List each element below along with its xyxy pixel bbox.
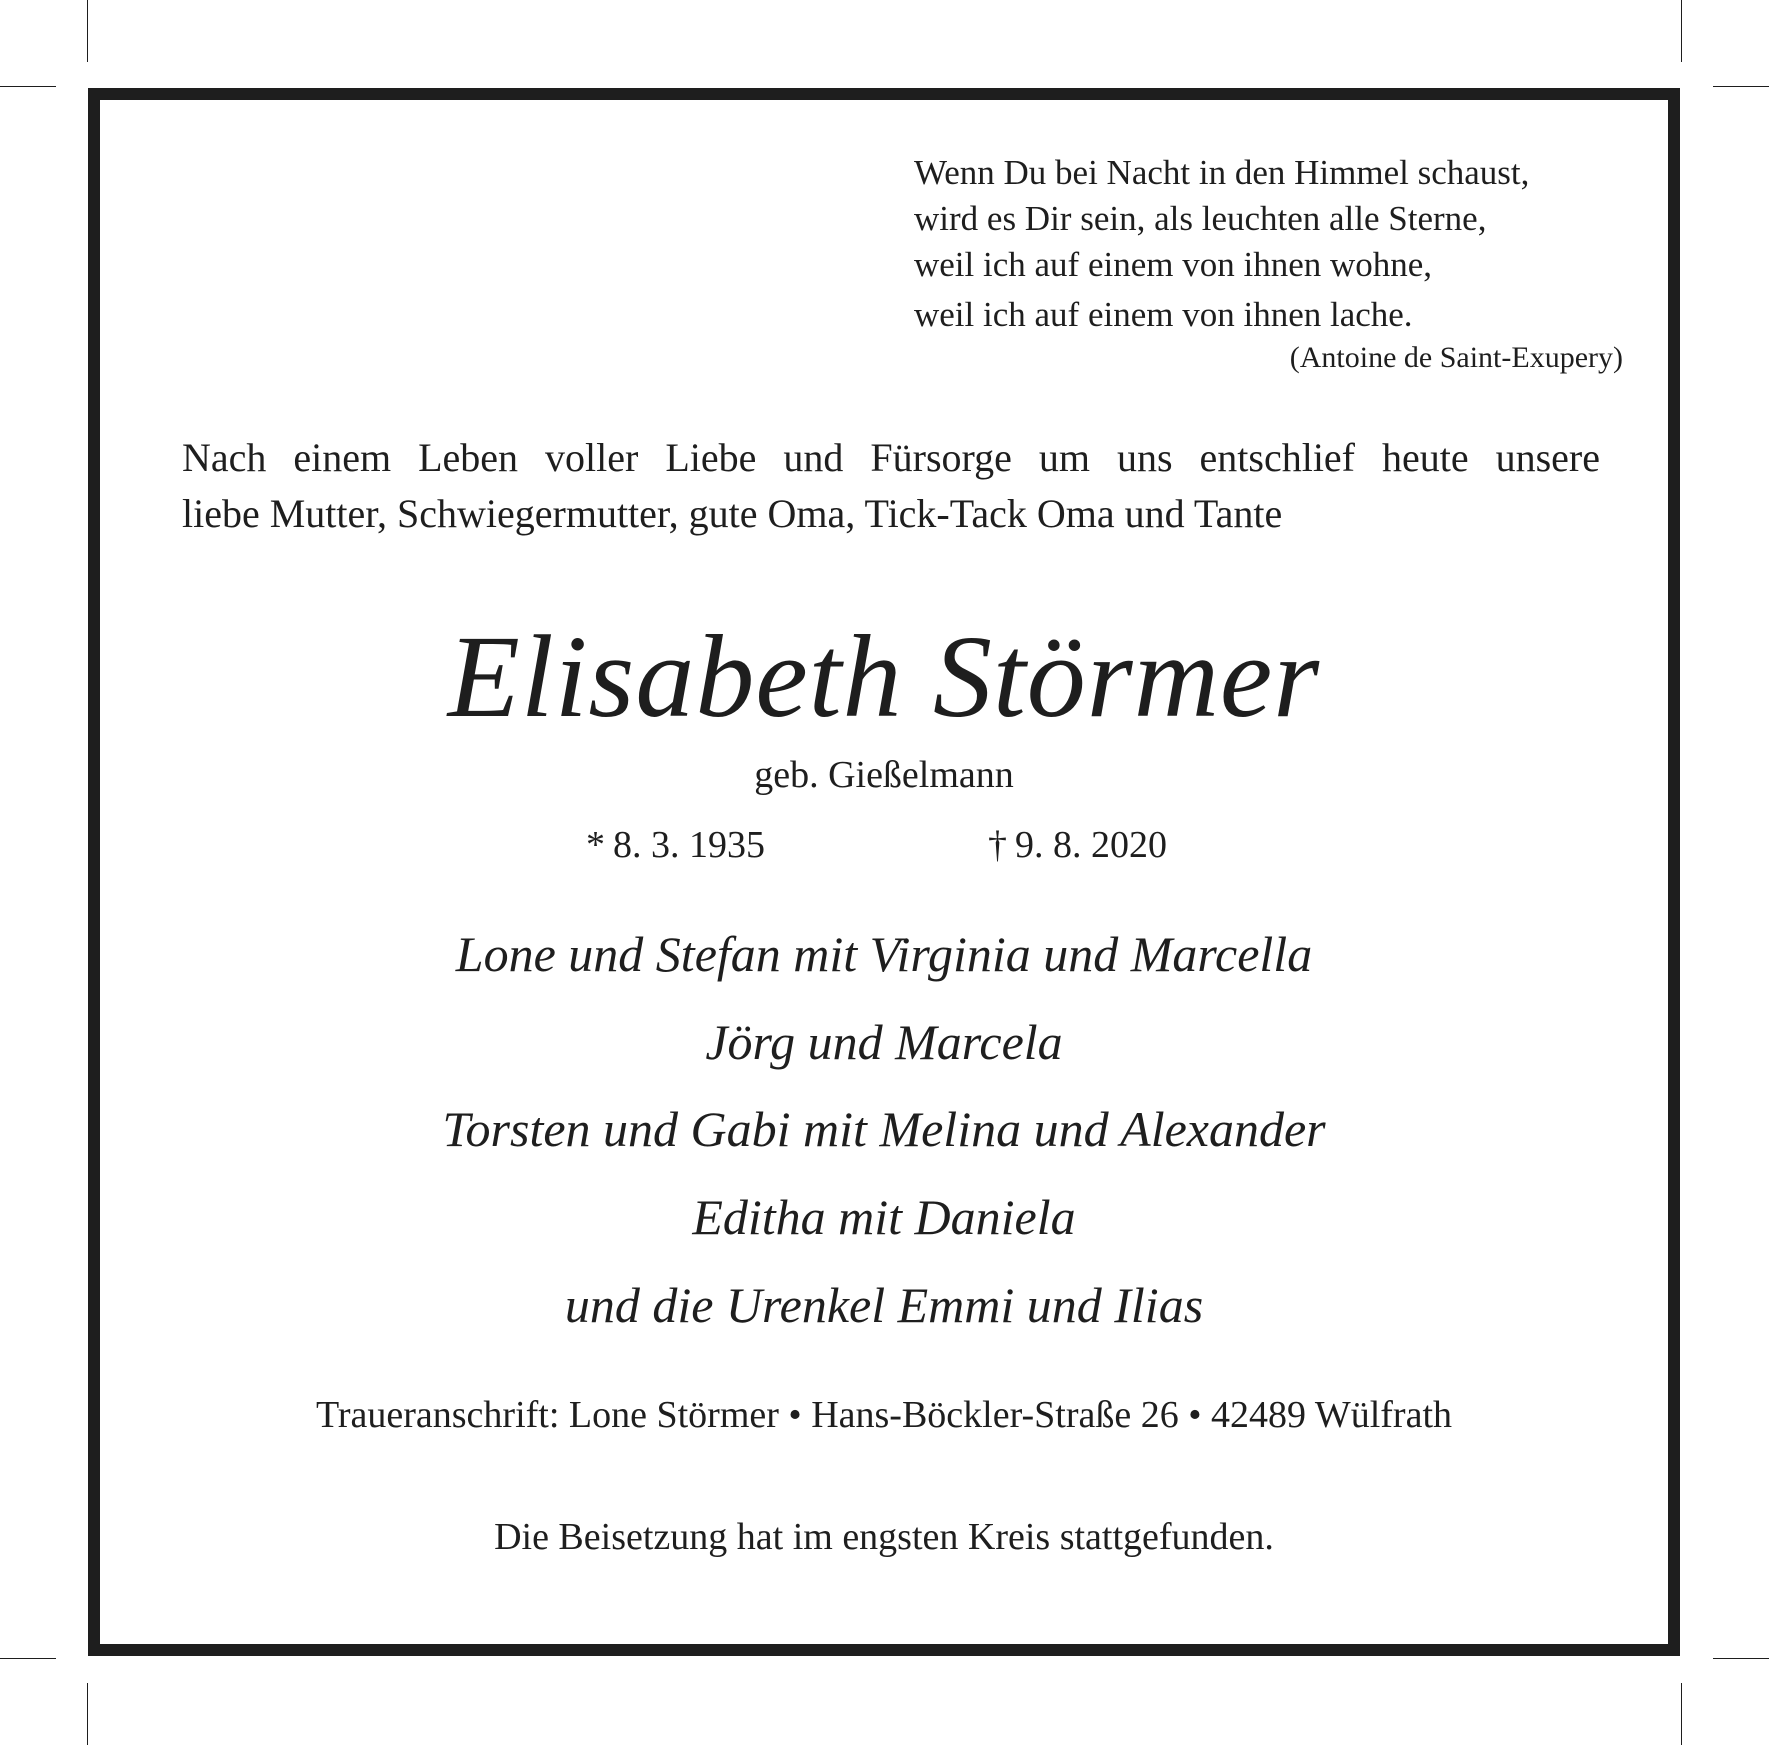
birth-date-value: 8. 3. 1935 [613,824,765,866]
burial-note: Die Beisetzung hat im engsten Kreis stattgefunden. [494,1516,1274,1558]
birth-name: geb. Gießelmann [754,754,1014,796]
birth-date [586,820,765,870]
crop-mark-bottom-left-horizontal [0,1658,56,1659]
mourner-line: Editha mit Daniela [692,1189,1076,1245]
mourning-address: Traueranschrift: Lone Störmer • Hans-Böckler-Straße 26 • 42489 Wülfrath [315,1394,1452,1436]
mourner-line: Lone und Stefan mit Virginia und Marcella [455,926,1313,982]
intro-text [182,430,1600,542]
intro-line: liebe Mutter, Schwiegermutter, gute Oma, Tick-Tack Oma und Tante [182,491,1283,536]
crop-mark-bottom-right-vertical [1681,1683,1682,1745]
mourner-line: und die Urenkel Emmi und Ilias [564,1277,1204,1333]
quote-author: (Antoine de Saint-Exupery) [1289,341,1623,374]
quote-line: weil ich auf einem von ihnen wohne, [914,245,1433,284]
crop-mark-top-left-horizontal [0,86,56,87]
death-date [988,820,1167,870]
birth-symbol: * [586,824,605,866]
deceased-name: Elisabeth Störmer [447,611,1321,742]
intro-line: Nach einem Leben voller Liebe und Fürsorge um uns entschlief heute unsere [182,435,1600,480]
crop-mark-bottom-left-vertical [87,1683,88,1745]
cross-icon: † [988,824,1007,866]
quote-line: weil ich auf einem von ihnen lache. [914,295,1413,334]
death-date-value: 9. 8. 2020 [1015,824,1167,866]
quote-line: Wenn Du bei Nacht in den Himmel schaust, [914,153,1530,192]
crop-mark-top-left-vertical [87,0,88,62]
mourner-line: Torsten und Gabi mit Melina und Alexander [442,1101,1326,1157]
quote-block [914,150,1634,338]
quote-line: wird es Dir sein, als leuchten alle Sterne, [914,199,1487,238]
crop-mark-top-right-vertical [1681,0,1682,62]
crop-mark-bottom-right-horizontal [1713,1658,1769,1659]
crop-mark-top-right-horizontal [1713,86,1769,87]
mourner-line: Jörg und Marcela [705,1014,1063,1070]
